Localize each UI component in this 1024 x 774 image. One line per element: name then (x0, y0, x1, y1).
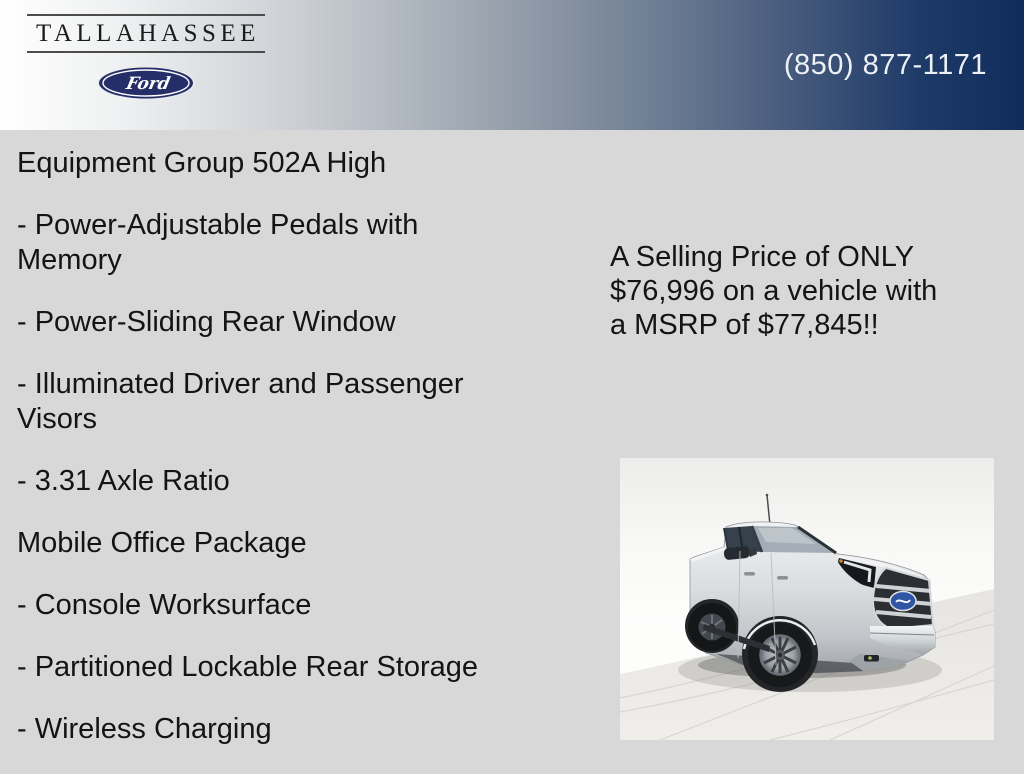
offer-line: a MSRP of $77,845!! (610, 309, 879, 341)
dealer-logo (27, 14, 265, 100)
equipment-item: - Partitioned Lockable Rear Storage (17, 651, 479, 683)
antenna-tip (766, 494, 769, 497)
equipment-item: - 3.31 Axle Ratio (17, 465, 230, 497)
phone-number: (850) 877-1171 (783, 49, 987, 81)
front-wheel (748, 623, 812, 687)
equipment-item: - Console Worksurface (17, 589, 312, 621)
vehicle-photo (620, 458, 994, 740)
truck-illustration (620, 458, 994, 740)
ford-script: Ford (124, 74, 172, 94)
ford-logo-icon (97, 66, 195, 100)
equipment-item: Equipment Group 502A High (17, 147, 387, 179)
header-banner (0, 0, 1024, 130)
offer-line: $76,996 on a vehicle with (610, 275, 938, 307)
dealer-name: TALLAHASSEE (36, 20, 260, 47)
equipment-item: - Power-Adjustable Pedals with Memory (17, 209, 419, 276)
offer-line: A Selling Price of ONLY (610, 241, 915, 273)
equipment-item: Mobile Office Package (17, 527, 307, 559)
equipment-item: - Illuminated Driver and Passenger Visors (17, 368, 464, 435)
equipment-item: - Wireless Charging (17, 713, 272, 745)
equipment-list (17, 146, 507, 774)
offer-text (610, 240, 1010, 342)
logo-rule-bottom (27, 51, 265, 53)
equipment-item: - Power-Sliding Rear Window (17, 306, 396, 338)
